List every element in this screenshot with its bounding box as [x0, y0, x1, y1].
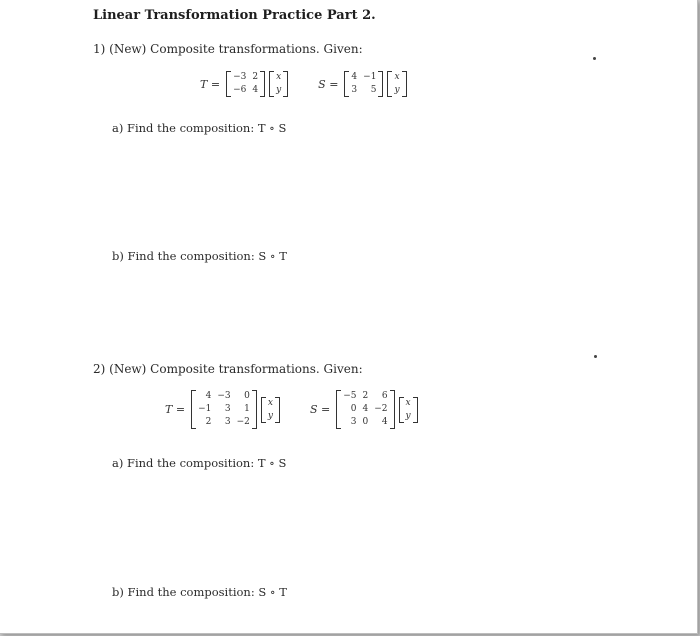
matrix-cell: 4: [205, 391, 212, 401]
matrix-cell: −5: [343, 391, 357, 401]
matrix-cell: 2: [252, 72, 259, 82]
problem-2-part-b: b) Find the composition: S ∘ T: [112, 585, 287, 599]
matrix-cell: 6: [381, 391, 388, 401]
margin-dot: [593, 57, 596, 60]
vector-cell: y: [394, 85, 400, 95]
matrix-cell: 4: [252, 85, 259, 95]
matrix-cell: 4: [362, 404, 369, 414]
p2-s-label: S =: [310, 403, 331, 416]
vector-cell: y: [405, 410, 411, 421]
matrix-cell: 3: [351, 85, 358, 95]
matrix-cell: 1: [244, 404, 250, 414]
p2-t-label: T =: [165, 403, 186, 416]
p1-s-vector: [387, 71, 406, 97]
matrix-cell: 2: [362, 391, 369, 401]
p1-t-matrix: [226, 71, 265, 97]
problem-1-part-a: a) Find the composition: T ∘ S: [112, 121, 287, 135]
problem-2-heading: 2) (New) Composite transformations. Given:: [93, 362, 363, 376]
matrix-cell: 0: [244, 391, 250, 401]
matrix-cell: −2: [374, 404, 388, 414]
matrix-cell: 3: [224, 417, 231, 427]
matrix-cell: −1: [198, 404, 212, 414]
problem-2-part-a: a) Find the composition: T ∘ S: [112, 456, 287, 470]
p1-s-matrix: [344, 71, 383, 97]
vector-cell: x: [394, 72, 400, 82]
p2-s-vector: [399, 397, 418, 423]
problem-1-equations: [200, 71, 409, 97]
matrix-cell: 3: [350, 417, 357, 427]
matrix-cell: 4: [351, 72, 358, 82]
matrix-cell: −2: [236, 417, 250, 427]
p1-t-label: T =: [200, 77, 221, 91]
p2-t-matrix: [191, 390, 257, 429]
problem-1-part-b: b) Find the composition: S ∘ T: [112, 249, 287, 263]
matrix-cell: 0: [350, 404, 357, 414]
matrix-cell: 4: [381, 417, 388, 427]
problem-1-heading: 1) (New) Composite transformations. Given:: [93, 42, 363, 56]
margin-dot: [594, 355, 597, 358]
matrix-cell: 3: [224, 404, 231, 414]
problem-2-equations: [165, 390, 420, 429]
p1-s-label: S =: [318, 77, 339, 91]
matrix-cell: −6: [233, 85, 247, 95]
matrix-cell: 0: [362, 417, 369, 427]
matrix-cell: −3: [217, 391, 231, 401]
matrix-cell: 2: [205, 417, 212, 427]
p1-t-vector: [269, 71, 288, 97]
p2-t-vector: [261, 397, 280, 423]
p2-s-matrix: [336, 390, 394, 429]
page-title: Linear Transformation Practice Part 2.: [93, 8, 376, 23]
matrix-cell: −1: [363, 72, 377, 82]
matrix-cell: 5: [370, 85, 377, 95]
vector-cell: x: [267, 397, 273, 408]
vector-cell: x: [276, 72, 282, 82]
vector-cell: x: [405, 397, 411, 408]
vector-cell: y: [267, 410, 273, 421]
matrix-cell: −3: [233, 72, 247, 82]
vector-cell: y: [276, 85, 282, 95]
